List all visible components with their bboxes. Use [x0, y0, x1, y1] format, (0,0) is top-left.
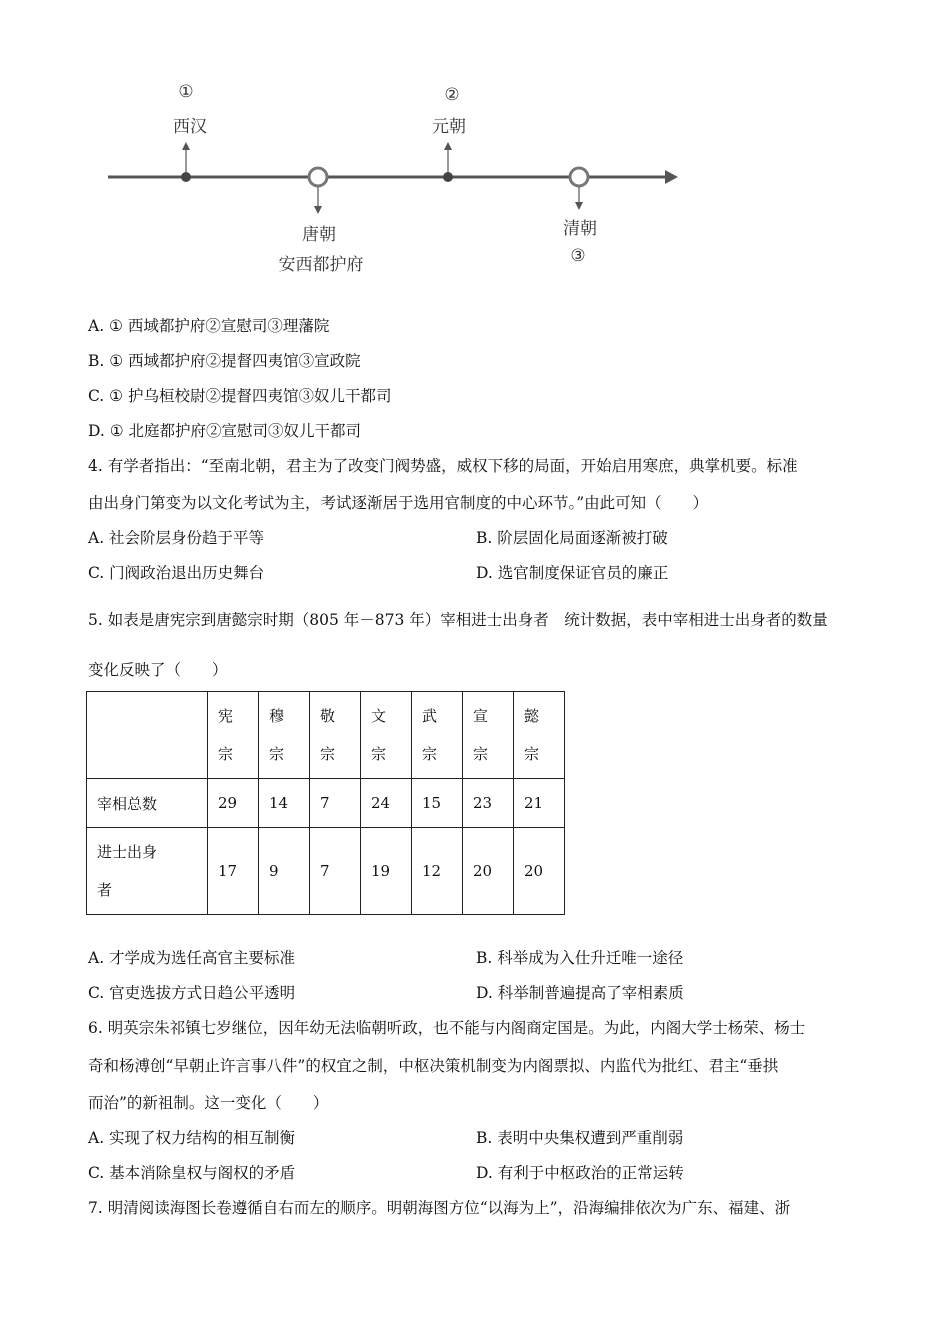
table-header-cell: 懿 宗: [514, 692, 565, 779]
table-cell: 29: [208, 779, 259, 828]
q5-option-c: C. 官吏选拔方式日趋公平透明: [88, 984, 296, 1002]
table-cell: 20: [463, 828, 514, 915]
timeline-open-dot-qing: [570, 168, 588, 186]
q4-option-a: A. 社会阶层身份趋于平等: [88, 529, 265, 547]
down-arrow-icon: [314, 206, 322, 214]
table-cell: 15: [412, 779, 463, 828]
table-cell: 12: [412, 828, 463, 915]
marker-1-label: 西汉: [173, 117, 207, 137]
up-arrow-icon: [182, 142, 190, 150]
timeline-open-dot-tang: [309, 168, 327, 186]
q6-stem-line-2: 奇和杨溥创“早朝止许言事八件”的权宜之制，中枢决策机制变为内阁票拟、内监代为批红、君主“垂拱: [88, 1057, 779, 1075]
marker-tang-label-2: 安西都护府: [278, 255, 364, 275]
q6-stem-line-3: 而治”的新祖制。这一变化（ ）: [88, 1094, 329, 1112]
q3-option-a: A. ① 西域都护府②宣慰司③理藩院: [88, 317, 330, 335]
row-label: 进士出身 者: [87, 828, 208, 915]
marker-1-number: ①: [178, 82, 194, 102]
table-cell: 9: [259, 828, 310, 915]
q6-option-b: B. 表明中央集权遭到严重削弱: [476, 1129, 684, 1147]
table-cell: 7: [310, 779, 361, 828]
q5-stem-line-2: 变化反映了（ ）: [88, 661, 228, 679]
q6-option-d: D. 有利于中枢政治的正常运转: [476, 1164, 684, 1182]
table-header-cell: 宪 宗: [208, 692, 259, 779]
q4-option-b: B. 阶层固化局面逐渐被打破: [476, 529, 668, 547]
q6-stem-line-1: 6. 明英宗朱祁镇七岁继位，因年幼无法临朝听政，也不能与内阁商定国是。为此，内阁大学士杨荣、杨士: [88, 1019, 806, 1037]
table-row: [87, 779, 565, 828]
table-cell: 14: [259, 779, 310, 828]
q5-stem-line-1: 5. 如表是唐宪宗到唐懿宗时期（805 年－873 年）宰相进士出身者 统计数据，表中宰相进士出身者的数量: [88, 611, 828, 629]
marker-qing-label: 清朝: [563, 219, 597, 239]
table-header-cell: 敬 宗: [310, 692, 361, 779]
q7-stem-line-1: 7. 明清阅读海图长卷遵循自右而左的顺序。明朝海图方位“以海为上”，沿海编排依次为广东、福建、浙: [88, 1199, 791, 1217]
q4-option-c: C. 门阀政治退出历史舞台: [88, 564, 265, 582]
table-cell: 23: [463, 779, 514, 828]
table-corner-cell: [87, 692, 208, 779]
table-header-cell: 宣 宗: [463, 692, 514, 779]
q4-option-d: D. 选官制度保证官员的廉正: [476, 564, 669, 582]
table-row: [87, 828, 565, 915]
q4-stem-line-1: 4. 有学者指出：“至南北朝，君主为了改变门阀势盛，威权下移的局面，开始启用寒庶，典掌机要。标准: [88, 457, 798, 475]
timeline-arrowhead: [665, 170, 678, 184]
q5-option-b: B. 科举成为入仕升迁唯一途径: [476, 949, 684, 967]
timeline-diagram: [100, 70, 700, 290]
table-header-cell: 武 宗: [412, 692, 463, 779]
timeline-dot-1: [181, 172, 191, 182]
q5-option-d: D. 科举制普遍提高了宰相素质: [476, 984, 684, 1002]
down-arrow-icon: [575, 202, 583, 210]
q3-option-c: C. ① 护乌桓校尉②提督四夷馆③奴儿干都司: [88, 387, 392, 405]
up-arrow-icon: [444, 142, 452, 150]
table-cell: 17: [208, 828, 259, 915]
table-cell: 24: [361, 779, 412, 828]
table-cell: 21: [514, 779, 565, 828]
q3-option-d: D. ① 北庭都护府②宣慰司③奴儿干都司: [88, 422, 362, 440]
q5-option-a: A. 才学成为选任高官主要标准: [88, 949, 296, 967]
table-header-cell: 穆 宗: [259, 692, 310, 779]
marker-2-number: ②: [444, 85, 460, 105]
row-label: 宰相总数: [87, 779, 208, 828]
marker-2-label: 元朝: [432, 117, 466, 137]
q6-option-a: A. 实现了权力结构的相互制衡: [88, 1129, 296, 1147]
table-cell: 20: [514, 828, 565, 915]
table-header-row: [87, 692, 565, 779]
table-header-cell: 文 宗: [361, 692, 412, 779]
table-cell: 7: [310, 828, 361, 915]
q3-option-b: B. ① 西域都护府②提督四夷馆③宣政院: [88, 352, 361, 370]
marker-tang-label-1: 唐朝: [302, 225, 336, 245]
q6-option-c: C. 基本消除皇权与阁权的矛盾: [88, 1164, 296, 1182]
table-cell: 19: [361, 828, 412, 915]
marker-3-number: ③: [570, 246, 586, 266]
timeline-dot-2: [443, 172, 453, 182]
q4-stem-line-2: 由出身门第变为以文化考试为主，考试逐渐居于选用官制度的中心环节。”由此可知（ ）: [88, 494, 709, 512]
q5-data-table: [86, 691, 565, 915]
